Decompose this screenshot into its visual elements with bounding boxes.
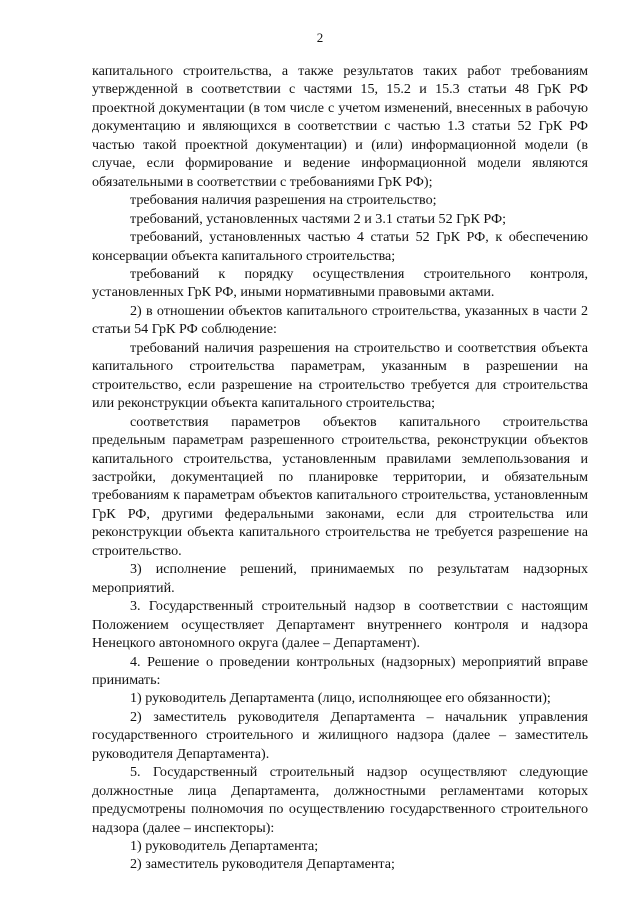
paragraph-11: 4. Решение о проведении контрольных (надзорных) мероприятий вправе принимать: (92, 653, 588, 688)
paragraph-1: капитального строительства, а также результатов таких работ требованиям утвержденной в соответствии с частями 15, 15.2 и 15.3 статьи 48 ГрК РФ проектной документации (в том числе с учетом изменений, внесенных в рабочую документацию и являющихся в соответствии с частью 1.3 статьи 52 ГрК РФ частью такой проектной документации) и (или) информационной модели (в случае, если формирование и ведение информационной модели являются обязательными в соответствии с требованиями ГрК РФ); (92, 63, 588, 190)
paragraph-16: 2) заместитель руководителя Департамента; (130, 856, 395, 873)
paragraph-9: 3) исполнение решений, принимаемых по результатам надзорных мероприятий. (92, 561, 588, 596)
page-number: 2 (316, 30, 324, 45)
paragraph-15: 1) руководитель Департамента; (130, 838, 319, 855)
paragraph-14: 5. Государственный строительный надзор осуществляют следующие должностные лица Департамента, должностными регламентами которых предусмотрены полномочия по осуществлению государственного строительного надзора (далее – инспекторы): (92, 764, 588, 836)
paragraph-10: 3. Государственный строительный надзор в соответствии с настоящим Положением осуществляет Департамент внутреннего контроля и надзора Ненецкого автономного округа (далее – Департамент). (92, 598, 588, 652)
paragraph-6: 2) в отношении объектов капитального строительства, указанных в части 2 статьи 54 ГрК РФ соблюдение: (92, 302, 588, 338)
paragraph-4: требований, установленных частью 4 статьи 52 ГрК РФ, к обеспечению консервации объекта капитального строительства; (92, 229, 588, 264)
paragraph-3: требований, установленных частями 2 и 3.1 статьи 52 ГрК РФ; (130, 210, 507, 227)
paragraph-5: требований к порядку осуществления строительного контроля, установленных ГрК РФ, иными нормативными правовыми актами. (92, 265, 588, 301)
paragraph-2: требования наличия разрешения на строительство; (130, 192, 437, 209)
paragraph-8: соответствия параметров объектов капитального строительства предельным параметрам разрешенного строительства, реконструкции объектов капитального строительства, установленным правилами землепользования и застройки, документацией по планировке территории, и обязательным требованиям к параметрам объектов капитального строительства, установленным ГрК РФ, другими федеральными законами, если для строительства или реконструкции объекта капитального строительства не требуется разрешение на строительство. (92, 413, 588, 559)
paragraph-12: 1) руководитель Департамента (лицо, исполняющее его обязанности); (130, 690, 551, 707)
paragraph-7: требований наличия разрешения на строительство и соответствия объекта капитального строительства параметрам, указанным в разрешении на строительство, если разрешение на строительство требуется для строительства или реконструкции объекта капитального строительства; (92, 339, 588, 412)
document-body (92, 62, 588, 874)
paragraph-13: 2) заместитель руководителя Департамента – начальник управления государственного строительного и жилищного надзора (далее – заместитель руководителя Департамента). (92, 708, 588, 762)
